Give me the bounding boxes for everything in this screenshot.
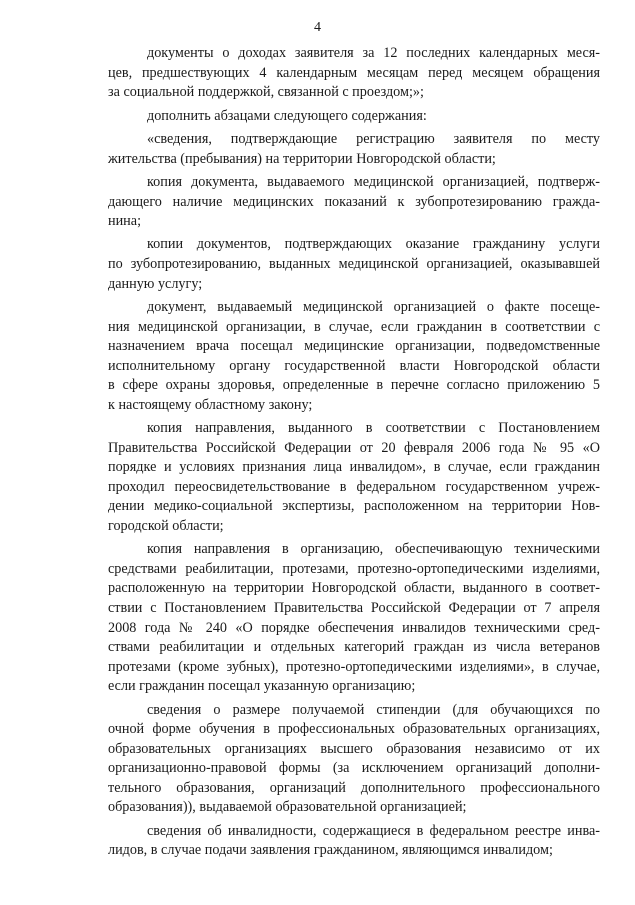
text-line: Правительства Российской Федерации от 20 февраля 2006 года № 95 «О (108, 439, 600, 456)
text-line: сведения об инвалидности, содержащиеся в федеральном реестре инва- (147, 822, 600, 839)
paragraph (108, 173, 600, 232)
paragraph (108, 540, 600, 696)
text-line: ствами реабилитации и отдельных категорий граждан из числа ветеранов (108, 639, 600, 656)
paragraph (108, 419, 600, 536)
text-line: средствами реабилитации, протезами, протезно-ортопедическими изделиями, (108, 560, 600, 577)
paragraph (108, 44, 600, 103)
text-line: расположенную на территории Новгородской области, выданного в соответ- (108, 580, 600, 597)
paragraph (108, 107, 600, 127)
text-line: по зубопротезированию, выданных медицинской организацией, оказывавшей (108, 256, 600, 273)
text-line: данную услугу; (108, 275, 203, 292)
paragraph (108, 235, 600, 294)
text-line: протезами (кроме зубных), протезно-ортопедическими изделиями», в случае, (108, 658, 600, 675)
paragraph (108, 822, 600, 861)
text-line: «сведения, подтверждающие регистрацию заявителя по месту (147, 130, 600, 147)
text-line: назначением врача посещал медицинские организации, подведомственные (108, 338, 600, 355)
text-line: копии документов, подтверждающих оказание гражданину услуги (147, 236, 600, 253)
page-number: 4 (314, 20, 321, 35)
text-line: дополнить абзацами следующего содержания: (147, 107, 427, 124)
text-line: жительства (пребывания) на территории Новгородской области; (108, 150, 496, 167)
text-line: организационно-правовой формы (за исключением организаций дополни- (108, 760, 600, 777)
text-line: копия направления, выданного в соответствии с Постановлением (147, 420, 600, 437)
text-line: образования)), выдаваемой образовательной организацией; (108, 799, 467, 816)
text-line: образовательных организациях высшего образования независимо от их (108, 740, 600, 757)
text-line: проходил переосвидетельствование в федеральном государственном учреж- (108, 478, 600, 495)
text-line: лидов, в случае подачи заявления гражданином, являющимся инвалидом; (108, 842, 553, 859)
text-line: очной форме обучения в профессиональных образовательных организациях, (108, 721, 600, 738)
text-line: нина; (108, 213, 142, 230)
text-line: цев, предшествующих 4 календарным месяцам перед месяцем обращения (108, 64, 600, 81)
text-line: к настоящему областному закону; (108, 396, 313, 413)
text-line: в сфере охраны здоровья, определенные в перечне согласно приложению 5 (108, 377, 600, 394)
text-line: копия направления в организацию, обеспечивающую техническими (147, 541, 600, 558)
text-line: тельного образования, организаций дополнительного профессионального (108, 779, 600, 796)
paragraph (108, 701, 600, 818)
text-line: если гражданин посещал указанную организацию; (108, 678, 416, 695)
text-line: ствии с Постановлением Правительства Российской Федерации от 7 апреля (108, 600, 600, 616)
document-body (108, 44, 600, 865)
text-line: дающего наличие медицинских показаний к зубопротезированию гражда- (108, 193, 600, 210)
text-line: дении медико-социальной экспертизы, расположенном на территории Нов- (108, 498, 600, 515)
text-line: документы о доходах заявителя за 12 последних календарных меся- (147, 45, 600, 61)
text-line: порядке и условиях признания лица инвалидом», в случае, если гражданин (108, 459, 600, 476)
paragraph (108, 298, 600, 415)
paragraph (108, 130, 600, 169)
text-line: копия документа, выдаваемого медицинской организацией, подтверж- (147, 173, 600, 190)
text-line: 2008 года № 240 «О порядке обеспечения инвалидов техническими сред- (108, 619, 600, 636)
text-line: ния медицинской организации, в случае, если гражданин в соответствии с (108, 318, 600, 335)
text-line: сведения о размере получаемой стипендии (для обучающихся по (147, 701, 600, 718)
text-line: за социальной поддержкой, связанной с проездом;»; (108, 84, 424, 101)
text-line: городской области; (108, 517, 224, 534)
text-line: документ, выдаваемый медицинской организацией о факте посеще- (147, 299, 600, 316)
text-line: исполнительному органу государственной власти Новгородской области (108, 357, 600, 374)
